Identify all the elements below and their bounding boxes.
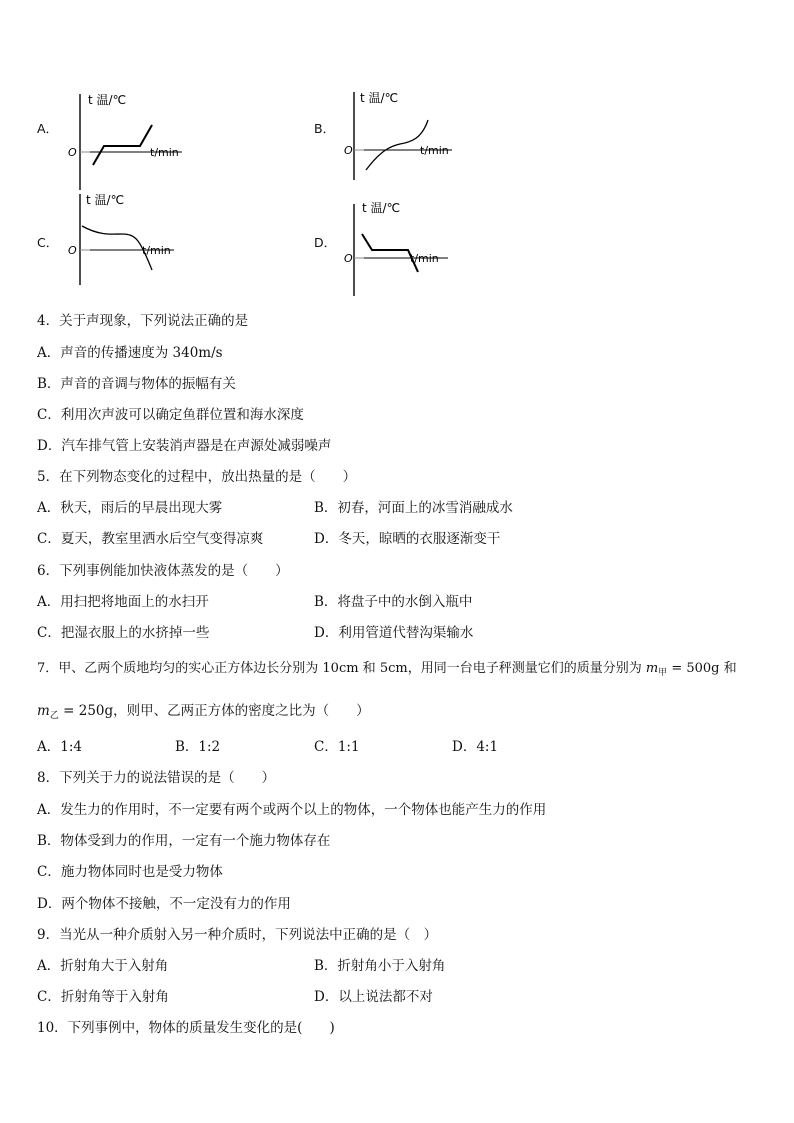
q9-option-d: D．以上说法都不对 (314, 989, 433, 1005)
graph-c-y-label: t 温/℃ (86, 193, 125, 207)
q7-m-yi-symbol: m (37, 703, 50, 719)
option-b-label: B． (314, 121, 336, 136)
graph-c-x-label: t/min (142, 244, 171, 257)
graph-a (66, 90, 196, 190)
q9-option-a: A．折射角大于入射角 (37, 958, 169, 974)
q7-m-jia-symbol: m (645, 661, 659, 676)
graph-d-y-label: t 温/℃ (362, 201, 401, 215)
option-c-label: C． (37, 235, 59, 250)
graph-d-x-label: t/min (410, 252, 439, 265)
q4-option-c: C．利用次声波可以确定鱼群位置和海水深度 (37, 407, 304, 423)
option-d-label: D． (314, 235, 337, 250)
q4-stem: 4．关于声现象，下列说法正确的是 (37, 313, 249, 329)
q9-stem: 9．当光从一种介质射入另一种介质时，下列说法中正确的是（ ） (37, 927, 438, 943)
q6-option-c: C．把湿衣服上的水挤掉一些 (37, 625, 210, 641)
q5-option-a: A．秋天，雨后的早晨出现大雾 (37, 500, 223, 516)
q5-stem: 5．在下列物态变化的过程中，放出热量的是（ ） (37, 469, 357, 485)
q7-option-a: A．1:4 (37, 739, 82, 755)
option-a-label: A． (37, 121, 59, 136)
q5-option-d: D．冬天，晾晒的衣服逐渐变干 (314, 531, 501, 547)
graph-c (66, 190, 186, 285)
q7-m-yi-sub: 乙 (49, 711, 59, 721)
q5-option-c: C．夏天，教室里洒水后空气变得凉爽 (37, 531, 264, 547)
q7-option-c: C．1:1 (314, 739, 360, 755)
q4-option-a: A．声音的传播速度为 340m/s (37, 345, 223, 361)
q8-option-a: A．发生力的作用时，不一定要有两个或两个以上的物体，一个物体也能产生力的作用 (37, 802, 547, 818)
q6-option-b: B．将盘子中的水倒入瓶中 (314, 594, 473, 610)
graph-b-x-label: t/min (420, 144, 449, 157)
q6-option-d: D．利用管道代替沟渠输水 (314, 625, 474, 641)
graph-d (344, 200, 459, 298)
q8-option-c: C．施力物体同时也是受力物体 (37, 864, 223, 880)
q7-stem-line1 (37, 660, 737, 682)
graph-a-y-label: t 温/℃ (88, 93, 127, 107)
q4-option-b: B．声音的音调与物体的振幅有关 (37, 376, 236, 392)
q9-option-c: C．折射角等于入射角 (37, 989, 169, 1005)
q9-option-b: B．折射角小于入射角 (314, 958, 446, 974)
q7-stem-line2 (37, 702, 370, 725)
graph-b-y-label: t 温/℃ (360, 91, 399, 105)
q6-stem: 6．下列事例能加快液体蒸发的是（ ） (37, 563, 289, 579)
q7-stem-part2: ，则甲、乙两正方体的密度之比为（ ） (113, 703, 370, 719)
q7-m-yi-value: = 250g (63, 703, 114, 719)
q7-option-d: D．4:1 (452, 739, 499, 755)
q8-option-b: B．物体受到力的作用，一定有一个施力物体存在 (37, 833, 331, 849)
q5-option-b: B．初春，河面上的冰雪消融成水 (314, 500, 513, 516)
q6-option-a: A．用扫把将地面上的水扫开 (37, 594, 209, 610)
graph-b-origin: O (344, 144, 353, 157)
q7-and: 和 (723, 661, 737, 676)
q8-stem: 8．下列关于力的说法错误的是（ ） (37, 770, 276, 786)
graph-b (336, 88, 461, 183)
graph-a-x-label: t/min (150, 146, 179, 159)
q7-option-b: B．1:2 (175, 739, 221, 755)
q7-stem-part1: 7．甲、乙两个质地均匀的实心正方体边长分别为 10cm 和 5cm，用同一台电子秤测量它们的质量分别为 (37, 661, 642, 676)
q7-m-jia-value: = 500g (671, 661, 720, 676)
q10-stem: 10．下列事例中，物体的质量发生变化的是( ) (37, 1020, 335, 1036)
q7-m-jia-sub: 甲 (658, 668, 668, 678)
graph-a-origin: O (68, 146, 77, 159)
graph-d-origin: O (344, 252, 353, 265)
q8-option-d: D．两个物体不接触，不一定没有力的作用 (37, 896, 291, 912)
q4-option-d: D．汽车排气管上安装消声器是在声源处减弱噪声 (37, 438, 332, 454)
graph-c-origin: O (68, 244, 77, 257)
